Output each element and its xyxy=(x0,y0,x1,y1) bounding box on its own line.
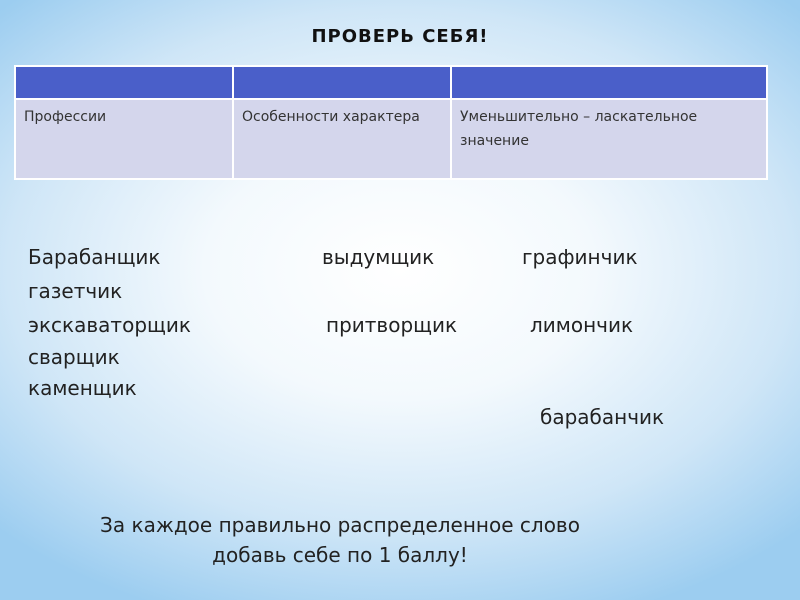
footer-line-1: За каждое правильно распределенное слово xyxy=(100,513,580,537)
word-item: сварщик xyxy=(28,345,120,369)
word-item: каменщик xyxy=(28,376,137,400)
word-item: барабанчик xyxy=(540,405,665,429)
table-cell-character-traits: Особенности характера xyxy=(233,99,451,179)
table-header-bar-cell xyxy=(15,66,233,99)
word-item: притворщик xyxy=(326,313,458,337)
footer-instruction xyxy=(60,510,620,570)
table-header-bar xyxy=(15,66,767,99)
word-item: Барабанщик xyxy=(28,245,161,269)
classification-table xyxy=(14,65,768,180)
word-item: выдумщик xyxy=(322,245,435,269)
table-cell-professions: Профессии xyxy=(15,99,233,179)
table-row xyxy=(15,99,767,179)
page-title: ПРОВЕРЬ СЕБЯ! xyxy=(311,26,489,47)
footer-line-2: добавь себе по 1 баллу! xyxy=(212,543,468,567)
word-item: газетчик xyxy=(28,279,123,303)
table-header-bar-cell xyxy=(451,66,767,99)
word-item: графинчик xyxy=(522,245,638,269)
word-item: экскаваторщик xyxy=(28,313,191,337)
table-header-bar-cell xyxy=(233,66,451,99)
table-cell-diminutive-meaning: Уменьшительно – ласкательное значение xyxy=(451,99,767,179)
word-item: лимончик xyxy=(530,313,634,337)
